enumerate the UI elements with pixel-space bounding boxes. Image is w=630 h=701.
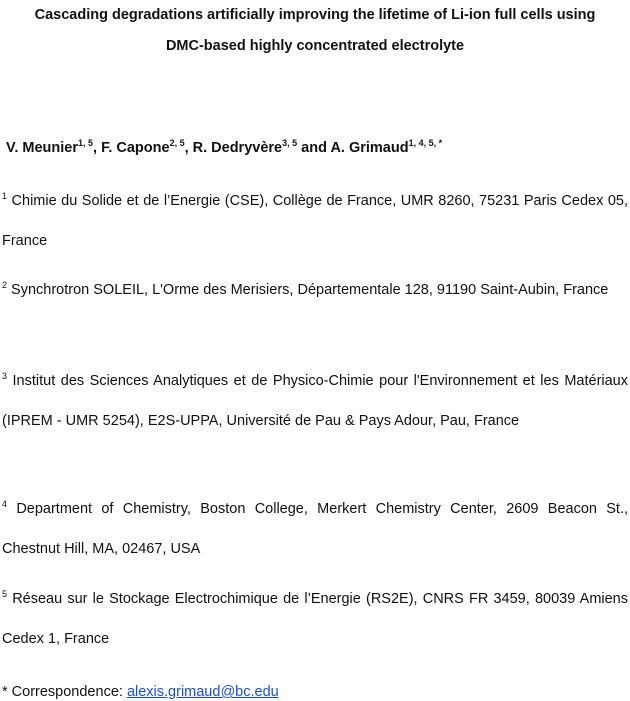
correspondence-email-link[interactable]: alexis.grimaud@bc.edu — [126, 684, 279, 700]
affiliation-text: Réseau sur le Stockage Electrochimique de l’Energie (RS2E), CNRS FR 3459, 80039 Amiens Cedex 1, France — [2, 591, 628, 647]
author-affiliation-marks: 3, 5 — [282, 138, 298, 148]
paper-title-line-2: DMC-based highly concentrated electrolyte — [165, 38, 465, 54]
affiliation-text: Department of Chemistry, Boston College, Merkert Chemistry Center, 2609 Beacon St., Chestnut Hill, MA, 02467, USA — [2, 501, 628, 557]
author-separator: , — [93, 140, 102, 156]
author-name: R. Dedryvère — [192, 140, 283, 156]
affiliation-text: Synchrotron SOLEIL, L'Orme des Merisiers, Départementale 128, 91190 Saint-Aubin, France — [11, 282, 609, 298]
affiliation-1 — [2, 181, 628, 261]
affiliation-number: 4 — [2, 499, 8, 509]
affiliation-2 — [2, 270, 628, 310]
affiliation-number: 3 — [2, 371, 8, 381]
affiliation-text: Chimie du Solide et de l’Energie (CSE), Collège de France, UMR 8260, 75231 Paris Cedex 05, France — [2, 193, 628, 249]
affiliation-4 — [2, 489, 628, 569]
author-separator: , — [184, 140, 193, 156]
correspondence-label: * Correspondence: — [2, 684, 123, 700]
affiliation-number: 2 — [2, 280, 8, 290]
author-name: V. Meunier — [6, 140, 78, 156]
author-affiliation-marks: 2, 5 — [169, 138, 185, 148]
affiliation-5 — [2, 579, 628, 659]
correspondence — [2, 683, 628, 701]
affiliation-3 — [2, 361, 628, 441]
affiliation-text: Institut des Sciences Analytiques et de Physico-Chimie pour l'Environnement et les Matériaux (IPREM - UMR 5254), E2S-UPPA, Université de Pau & Pays Adour, Pau, France — [2, 373, 628, 429]
author-affiliation-marks: 1, 4, 5, * — [408, 138, 443, 148]
author-name: F. Capone — [101, 140, 170, 156]
affiliation-number: 1 — [2, 191, 8, 201]
affiliation-number: 5 — [2, 589, 8, 599]
author-affiliation-marks: 1, 5 — [78, 138, 94, 148]
author-separator: and — [297, 140, 331, 156]
paper-title-line-1: Cascading degradations artificially improving the lifetime of Li-ion full cells using — [34, 7, 596, 23]
author-list — [6, 139, 626, 157]
author-name: A. Grimaud — [330, 140, 409, 156]
